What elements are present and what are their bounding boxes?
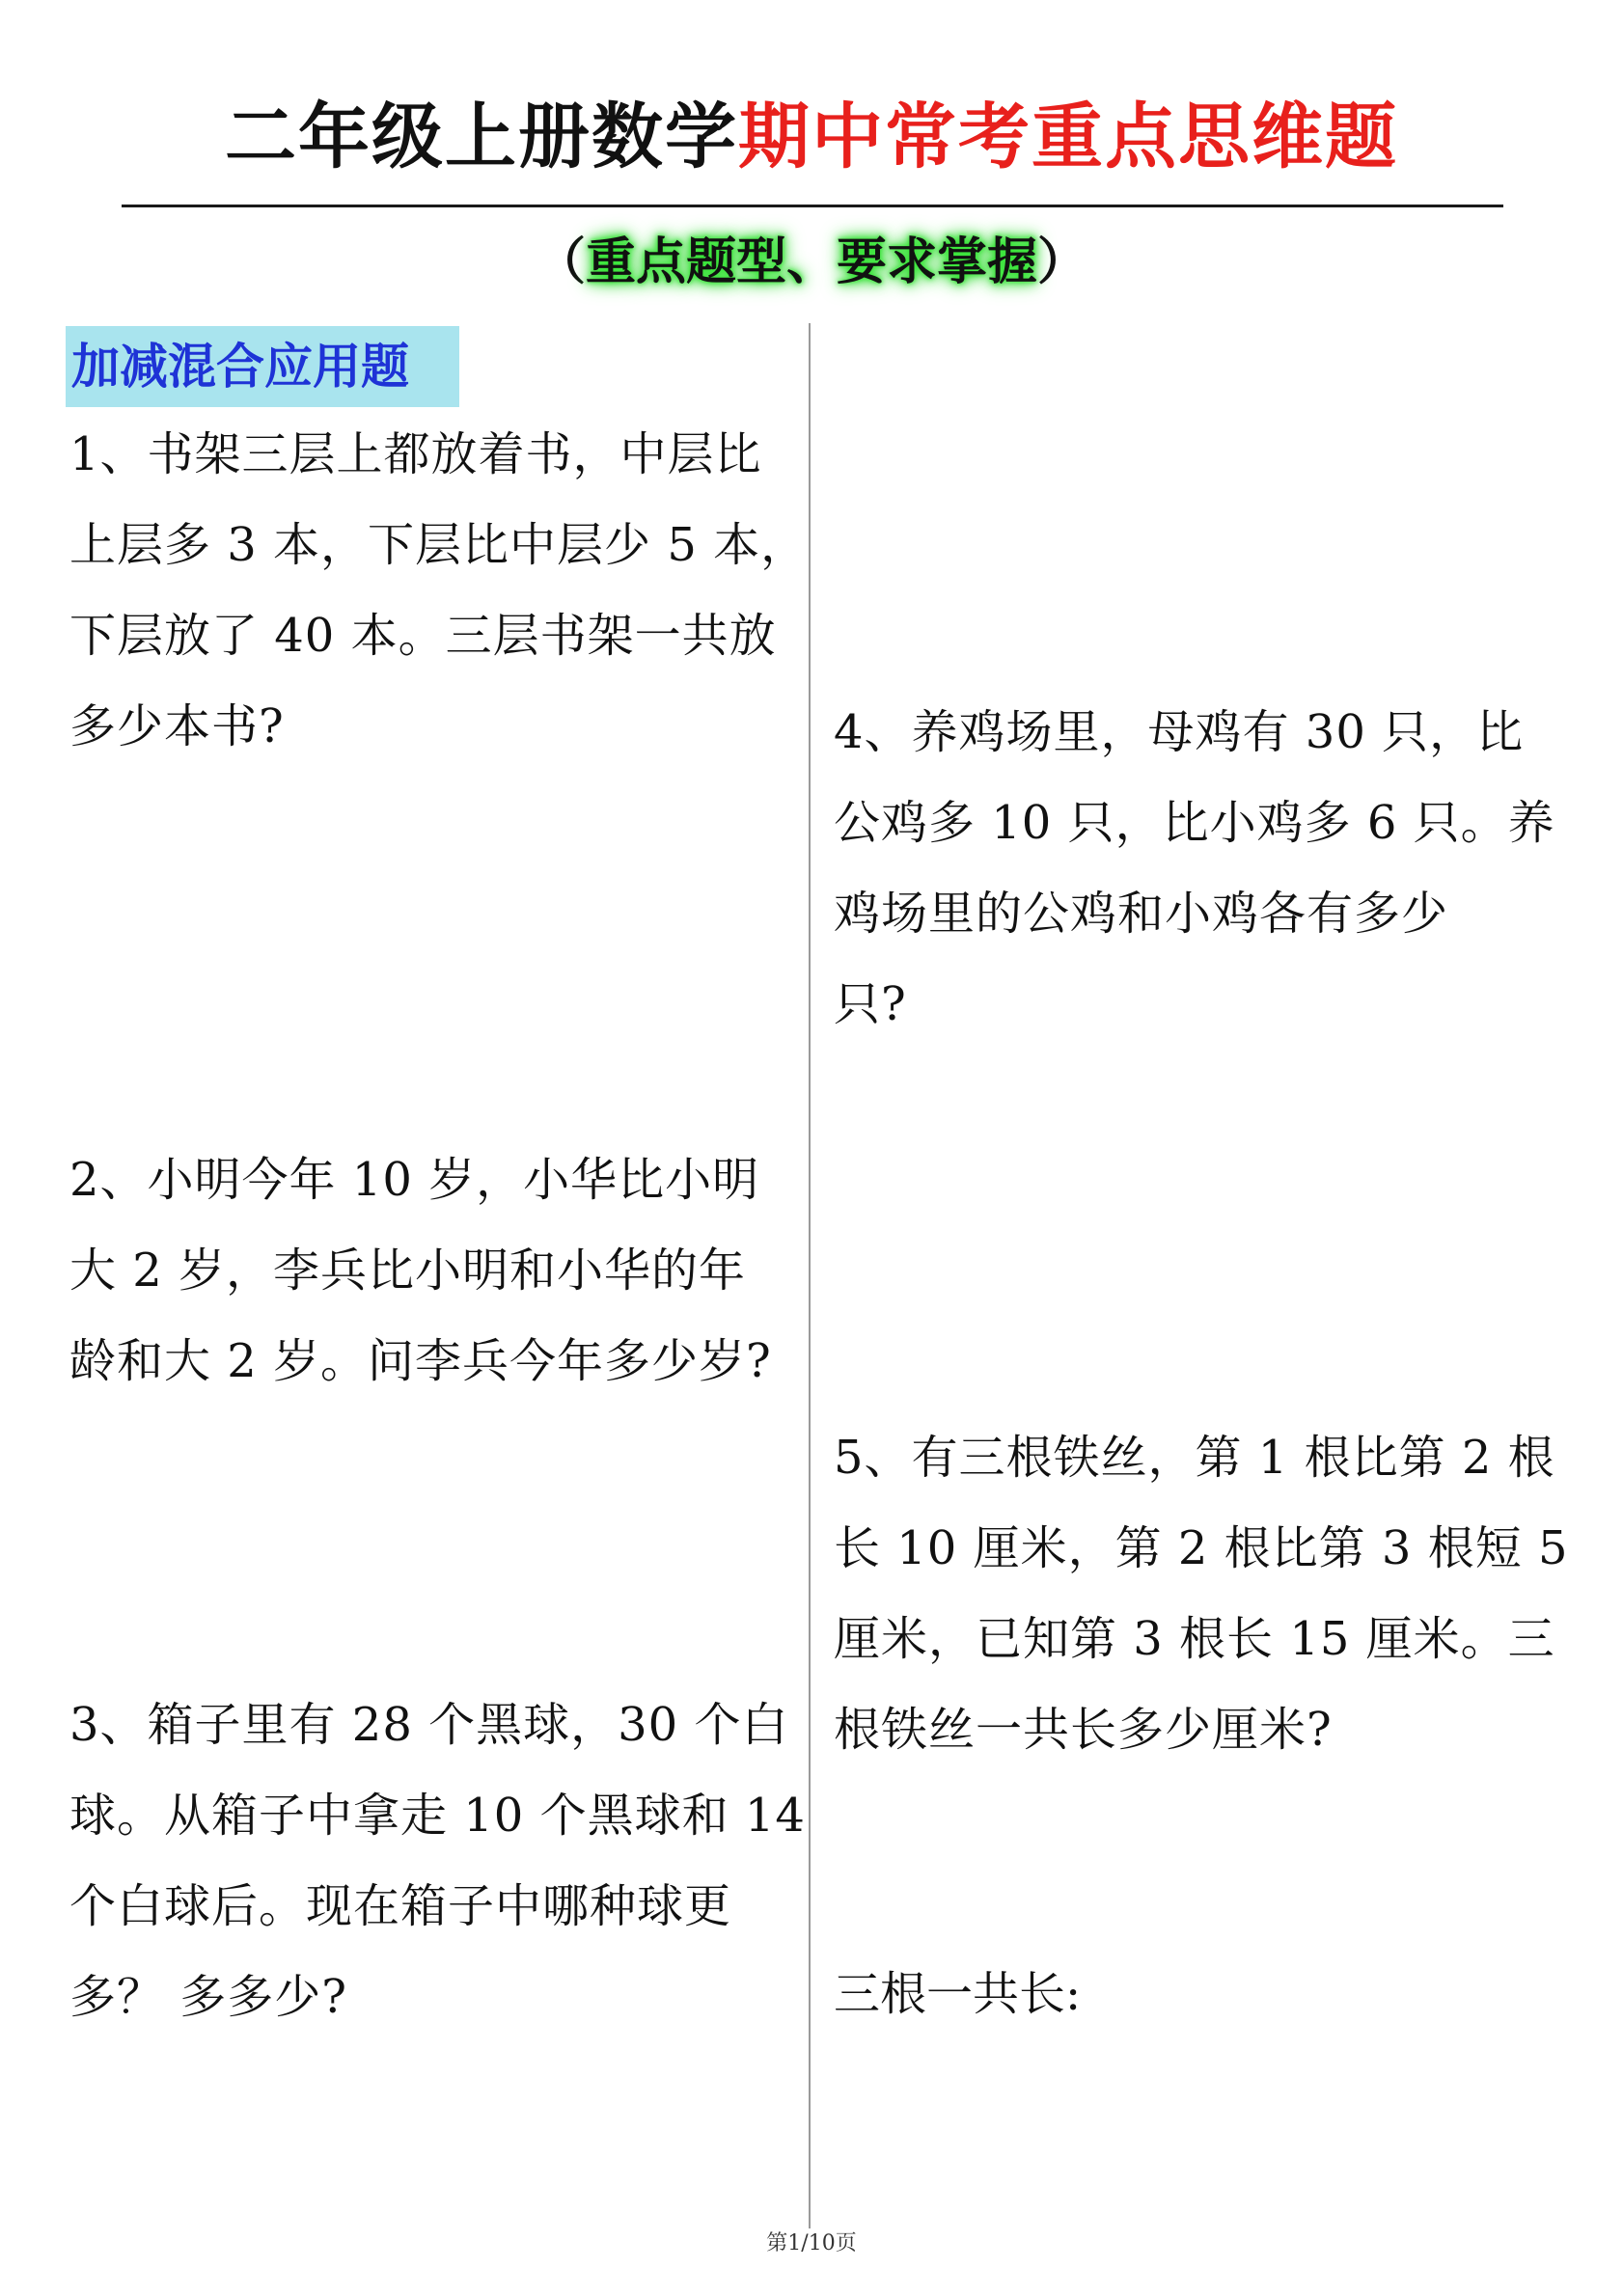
title-divider	[122, 205, 1503, 207]
question-line: 4、养鸡场里，母鸡有 30 只，比	[834, 705, 1525, 759]
question-4	[834, 687, 1567, 1050]
subtitle-text: 重点题型、要求掌握	[585, 232, 1037, 291]
page-title	[0, 89, 1623, 185]
page-number: 第1/10页	[766, 2231, 857, 2255]
question-line: 球。从箱子中拿走 10 个黑球和 14	[69, 1789, 806, 1843]
question-line: 龄和大 2 岁。问李兵今年多少岁?	[69, 1334, 772, 1388]
question-line: 厘米，已知第 3 根长 15 厘米。三	[834, 1612, 1555, 1666]
question-line: 3、箱子里有 28 个黑球，30 个白	[69, 1698, 789, 1752]
question-line: 鸡场里的公鸡和小鸡各有多少	[834, 887, 1449, 941]
question-line: 大 2 岁，李兵比小明和小华的年	[69, 1244, 747, 1298]
question-line: 上层多 3 本，下层比中层少 5 本，	[69, 518, 809, 572]
question-line: 长 10 厘米，第 2 根比第 3 根短 5	[834, 1521, 1569, 1575]
subtitle-open-paren: （	[535, 232, 586, 291]
page-title-black-part: 二年级上册数学	[225, 96, 738, 178]
question-3	[69, 1680, 806, 2042]
question-2	[69, 1134, 803, 1407]
question-5	[834, 1412, 1567, 1775]
question-line: 多少本书?	[69, 699, 285, 753]
question-line: 5、有三根铁丝，第 1 根比第 2 根	[834, 1431, 1555, 1485]
subtitle-close-paren: ）	[1037, 232, 1088, 291]
column-divider	[809, 323, 811, 2228]
question-line: 个白球后。现在箱子中哪种球更	[69, 1879, 732, 1933]
question-line: 1、书架三层上都放着书，中层比	[69, 427, 762, 481]
question-line: 只?	[834, 977, 907, 1031]
question-1	[69, 409, 809, 772]
answer-prompt: 三根一共长:	[834, 1967, 1082, 2021]
question-line: 多？ 多多少?	[69, 1970, 347, 2024]
page-subtitle	[0, 224, 1623, 301]
section-label: 加减混合应用题	[66, 326, 459, 407]
page-title-red-part: 期中常考重点思维题	[738, 96, 1398, 178]
question-line: 根铁丝一共长多少厘米?	[834, 1703, 1333, 1757]
question-line: 下层放了 40 本。三层书架一共放	[69, 609, 777, 663]
question-line: 公鸡多 10 只，比小鸡多 6 只。养	[834, 796, 1555, 850]
question-line: 2、小明今年 10 岁，小华比小明	[69, 1153, 760, 1207]
